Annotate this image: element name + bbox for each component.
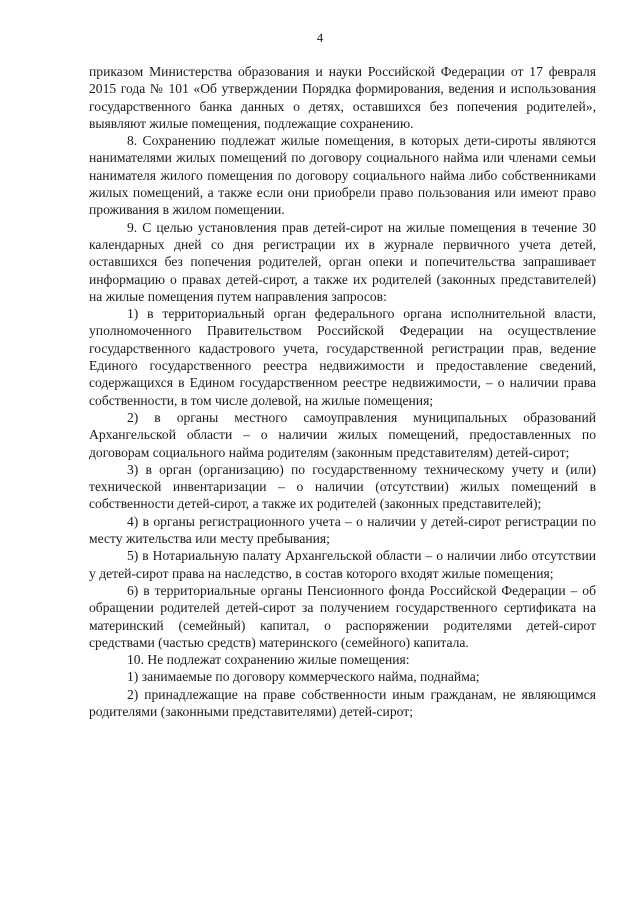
list-item-10-1: 1) занимаемые по договору коммерческого найма, поднайма;: [127, 669, 480, 685]
list-item-9-5: 5) в Нотариальную палату Архангельской области – о наличии либо отсутствии у детей-сирот права на наследство, в состав которого входят жилые помещения;: [89, 548, 596, 581]
list-item-9-4: 4) в органы регистрационного учета – о наличии у детей-сирот регистрации по месту жительства или месту пребывания;: [89, 513, 596, 547]
page-number: 4: [316, 31, 324, 45]
list-item-10-2: 2) принадлежащие на праве собственности иным гражданам, не являющимся родителями (законными представителями) детей-сирот;: [89, 686, 596, 719]
paragraph-intro-continuation: приказом Министерства образования и науки Российской Федерации от 17 февраля 2015 года № 101 «Об утверждении Порядка формирования, ведения и использования государственного банка данных о детях, оставшихся без попечения родителей», выявляют жилые помещения, подлежащие сохранению.: [89, 64, 596, 131]
document-body: [89, 63, 596, 720]
paragraph-item-9: 9. С целью установления прав детей-сирот на жилые помещения в течение 30 календарных дней со дня регистрации их в журнале первичного учета детей, оставшихся без попечения родителей, орган опеки и попечительства запрашивает информацию о правах детей-сирот, а также их родителей (законных представителей) на жилые помещения путем направления запросов:: [89, 219, 596, 304]
paragraph-item-10: 10. Не подлежат сохранению жилые помещения:: [127, 652, 410, 668]
list-item-9-3: 3) в орган (организацию) по государственному техническому учету и (или) технической инвентаризации – о наличии (отсутствии) жилых помещений в собственности детей-сирот, а также их родителей (законных представителей);: [89, 461, 596, 512]
list-item-9-2: 2) в органы местного самоуправления муниципальных образований Архангельской области – о наличии жилых помещений, предоставленных по договорам социального найма родителям (законным представителям) детей-сирот;: [89, 409, 596, 460]
list-item-9-6: 6) в территориальные органы Пенсионного фонда Российской Федерации – об обращении родителей детей-сирот за получением государственного сертификата на материнский (семейный) капитал, о распоряжении родителями детей-сирот средствами (частью средств) материнского (семейного) капитала.: [89, 582, 596, 650]
list-item-9-1: 1) в территориальный орган федерального органа исполнительной власти, уполномоченного Правительством Российской Федерации на осуществление государственного кадастрового учета, государственной регистрации прав, ведение Единого государственного реестра недвижимости и предоставление сведений, содержащихся в Едином государственном реестре недвижимости, – о наличии права собственности, в том числе долевой, на жилые помещения;: [89, 306, 596, 408]
paragraph-item-8: 8. Сохранению подлежат жилые помещения, в которых дети-сироты являются нанимателями жилых помещений по договору социального найма или членами семьи нанимателя жилого помещения по договору социального найма либо собственниками жилых помещений, а также если они приобрели право пользования или имеют право проживания в жилом помещении.: [89, 133, 596, 218]
